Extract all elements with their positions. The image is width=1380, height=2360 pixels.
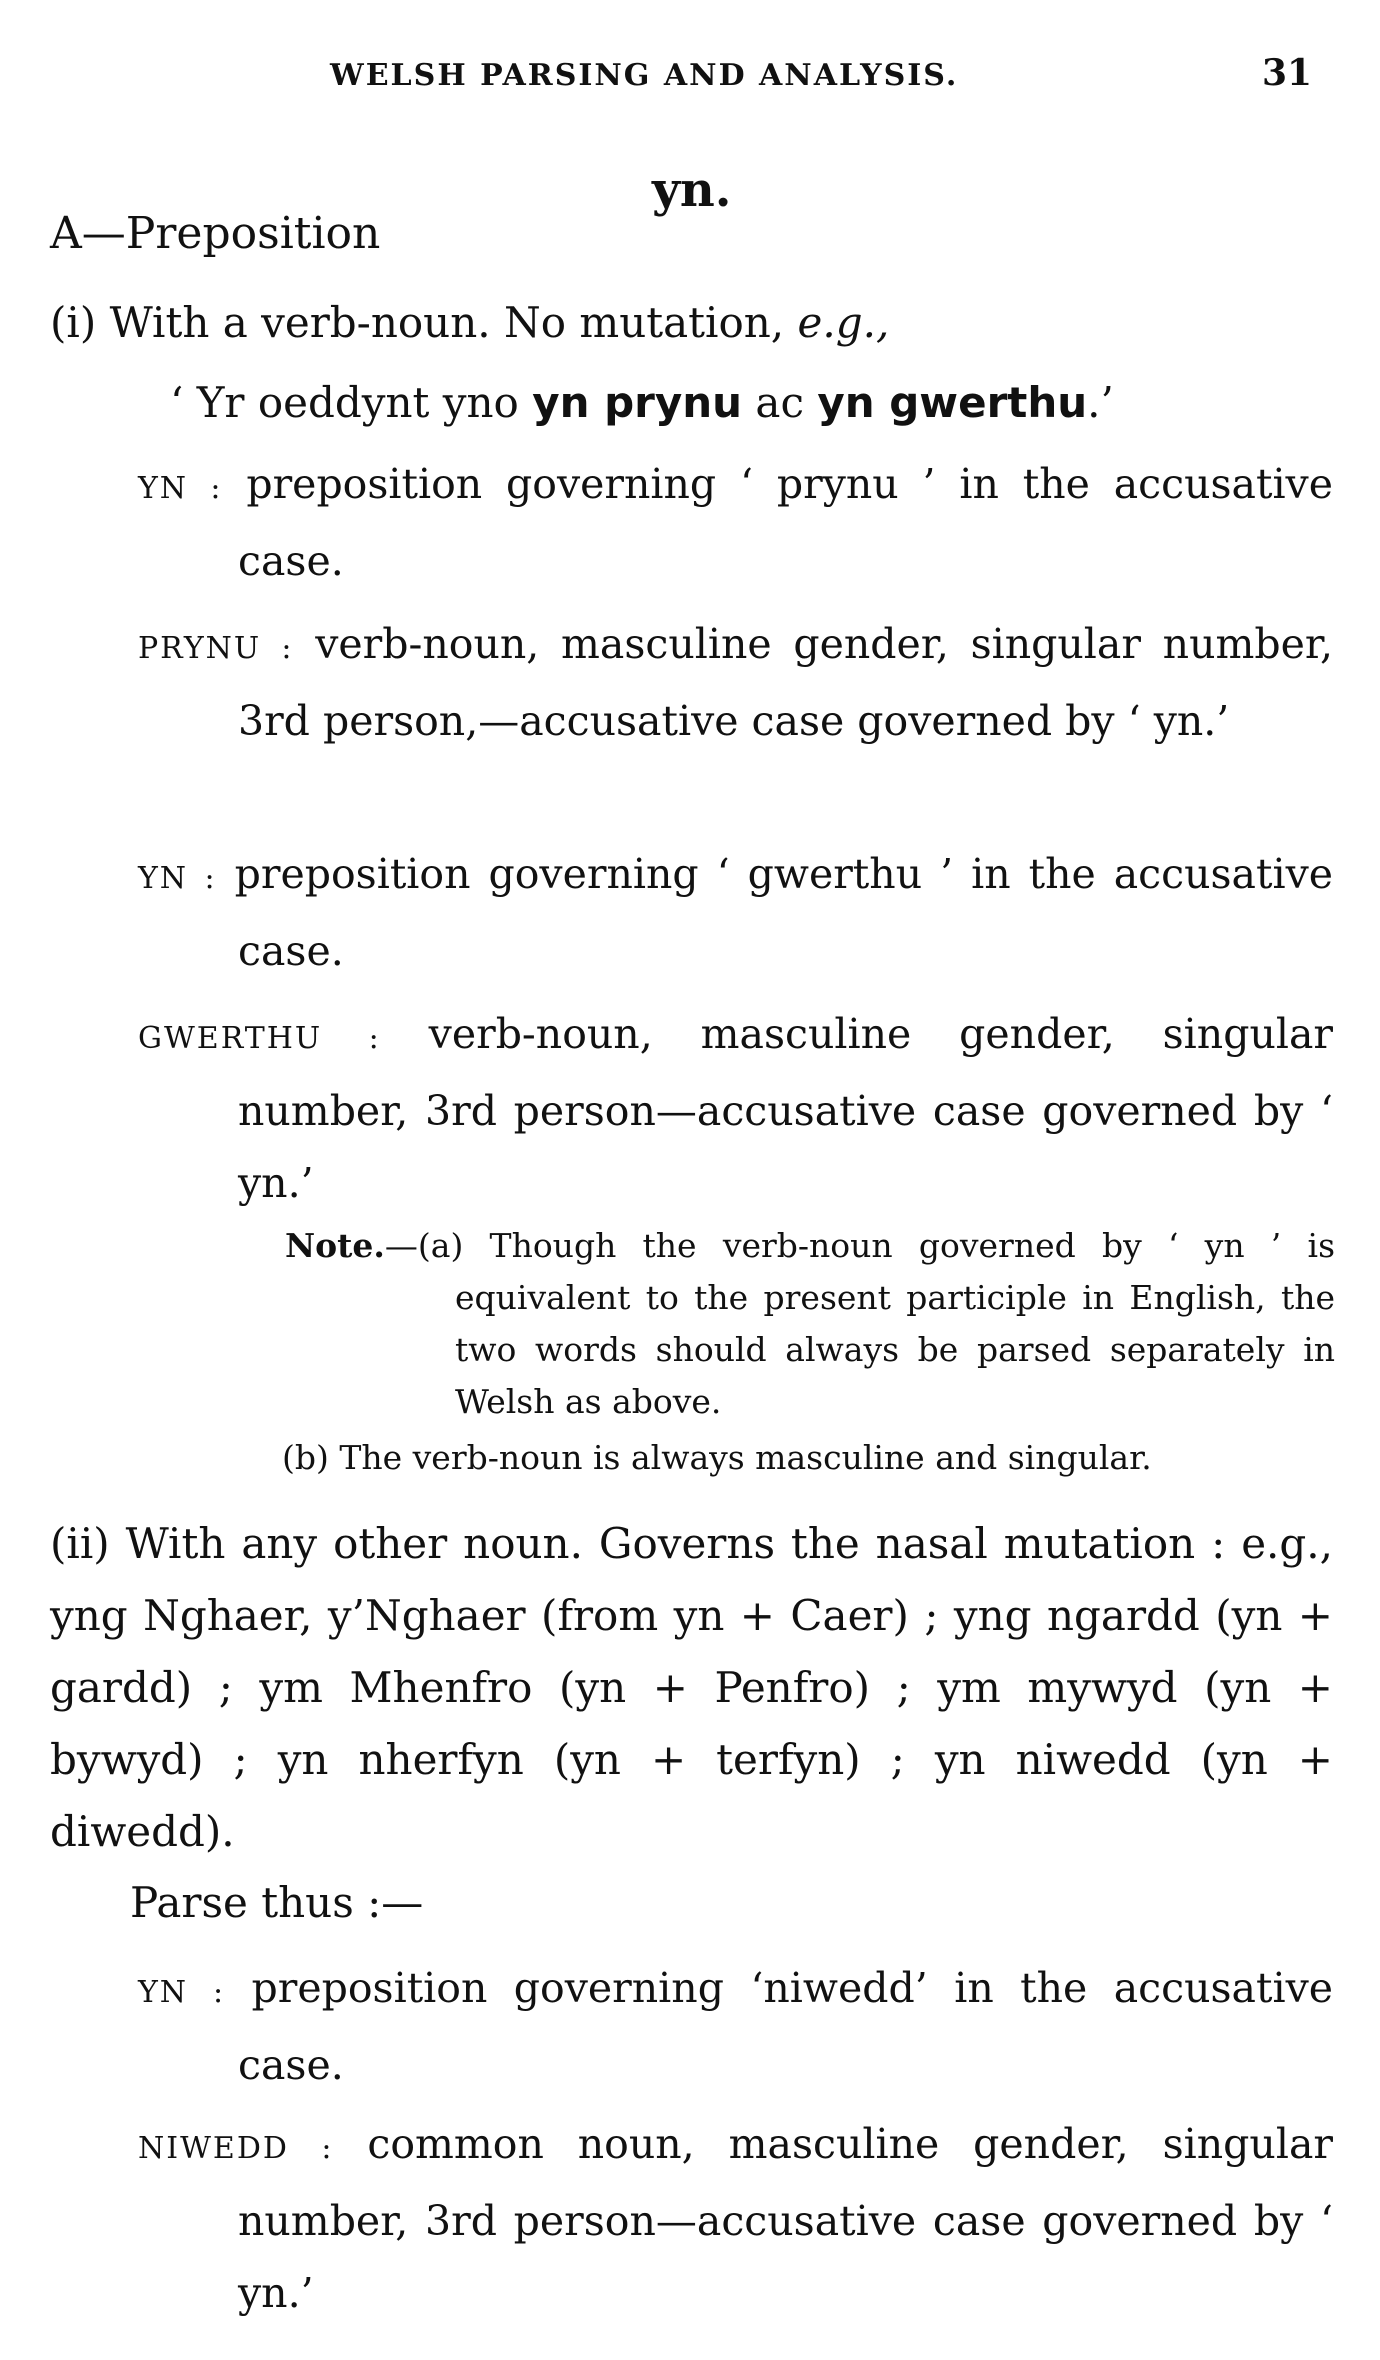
sub-item-ii: (ii) With any other noun. Governs the nasal mutation : e.g., yng Nghaer, y’Nghaer (from yn + Caer) ; yng ngardd (yn + gardd) ; ym Mhenfro (yn + Penfro) ; ym mywyd (yn + bywyd) ; yn nherfyn (yn + terfyn) ; yn niwedd (yn + diwedd).	[50, 1519, 1333, 1856]
parse-entry	[138, 1952, 1333, 2101]
parse-label: Parse thus :—	[130, 1878, 424, 1927]
headword: yn.	[652, 162, 732, 218]
parse-text: common noun, masculine gender, singular number, 3rd person—accusative case governed by ‘ yn.’	[238, 2120, 1333, 2317]
sub-item-text: With a verb-noun. No mutation,	[109, 298, 798, 347]
sub-item-label: (i)	[50, 298, 97, 347]
parse-text: preposition governing ‘ prynu ’ in the accusative case.	[222, 460, 1333, 585]
parse-term: NIWEDD :	[138, 2131, 334, 2166]
parse-entry	[138, 608, 1333, 757]
parse-text: preposition governing ‘ gwerthu ’ in the accusative case.	[216, 850, 1333, 975]
note-a	[285, 1220, 1335, 1428]
parse-entry	[138, 838, 1333, 987]
parse-entry	[138, 998, 1333, 1219]
running-head: WELSH PARSING AND ANALYSIS.	[330, 58, 959, 93]
parse-entry	[138, 448, 1333, 597]
note-b: (b) The verb-noun is always masculine and singular.	[282, 1438, 1152, 1477]
note-a-text: —(a) Though the verb-noun governed by ‘ yn ’ is equivalent to the present participle in English, the two words should always be parsed separately in Welsh as above.	[384, 1226, 1335, 1421]
example-bold-1: yn prynu	[532, 378, 743, 427]
parse-term: GWERTHU :	[138, 1021, 381, 1056]
example-close: .’	[1087, 378, 1114, 427]
note-label: Note.	[285, 1226, 385, 1265]
example-mid: ac	[742, 378, 818, 427]
parse-term: YN :	[138, 1975, 226, 2010]
parse-text: verb-noun, masculine gender, singular number, 3rd person—accusative case governed by ‘ yn.’	[238, 1010, 1334, 1207]
parse-text: verb-noun, masculine gender, singular number, 3rd person,—accusative case governed by ‘ yn.’	[238, 620, 1333, 745]
page-number: 31	[1262, 52, 1313, 94]
sub-item-i	[50, 298, 889, 347]
parse-term: PRYNU :	[138, 631, 294, 666]
parse-term: YN :	[138, 861, 217, 896]
parse-entry	[138, 2108, 1333, 2329]
parse-text: preposition governing ‘niwedd’ in the accusative case.	[225, 1964, 1333, 2089]
example-bold-2: yn gwerthu	[817, 378, 1088, 427]
example-sentence	[170, 378, 1114, 427]
example-open: ‘ Yr oeddynt yno	[170, 378, 533, 427]
parse-term: YN :	[138, 471, 223, 506]
eg-abbrev: e.g.,	[797, 298, 890, 347]
section-title: A—Preposition	[50, 208, 381, 259]
